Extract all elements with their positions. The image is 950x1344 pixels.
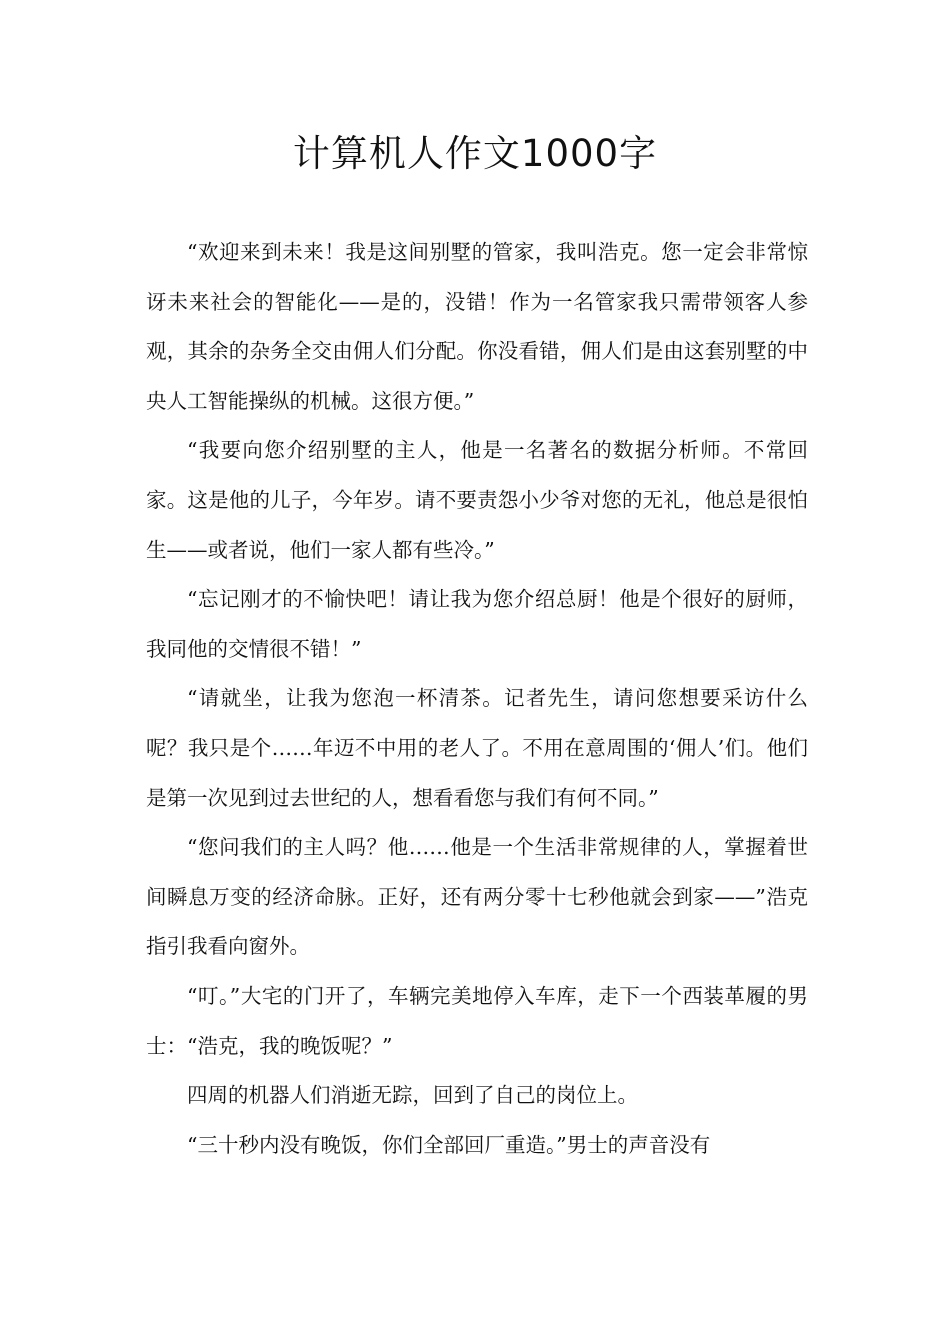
paragraph: “三十秒内没有晚饭，你们全部回厂重造。”男士的声音没有 — [187, 1132, 711, 1157]
paragraph: “欢迎来到未来！我是这间别墅的管家，我叫浩克。您一定会非常惊讶未来社会的智能化——是的，没错！作为一名管家我只需带领客人参观，其余的杂务全交由佣人们分配。你没看错，佣人们是由这套别墅的中央人工智能操纵的机械。这很方便。” — [146, 240, 808, 413]
paragraph: “我要向您介绍别墅的主人，他是一名著名的数据分析师。不常回家。这是他的儿子，今年岁。请不要责怨小少爷对您的无礼，他总是很怕生——或者说，他们一家人都有些冷。” — [146, 438, 808, 562]
paragraph: 四周的机器人们消逝无踪，回到了自己的岗位上。 — [187, 1083, 638, 1108]
paragraph: “您问我们的主人吗？他……他是一个生活非常规律的人，掌握着世间瞬息万变的经济命脉。正好，还有两分零十七秒他就会到家——”浩克指引我看向窗外。 — [146, 835, 808, 959]
page-title: 计算机人作文1000字 — [292, 132, 658, 175]
paragraph: “叮。”大宅的门开了，车辆完美地停入车库，走下一个西装革履的男士：“浩克，我的晚饭呢？” — [146, 983, 808, 1058]
paragraph: “忘记刚才的不愉快吧！请让我为您介绍总厨！他是个很好的厨师，我同他的交情很不错！” — [146, 587, 808, 661]
paragraph: “请就坐，让我为您泡一杯清茶。记者先生，请问您想要采访什么呢？我只是个……年迈不中用的老人了。不用在意周围的‘佣人’们。他们是第一次见到过去世纪的人，想看看您与我们有何不同。” — [146, 686, 808, 810]
essay-body — [146, 228, 808, 1170]
